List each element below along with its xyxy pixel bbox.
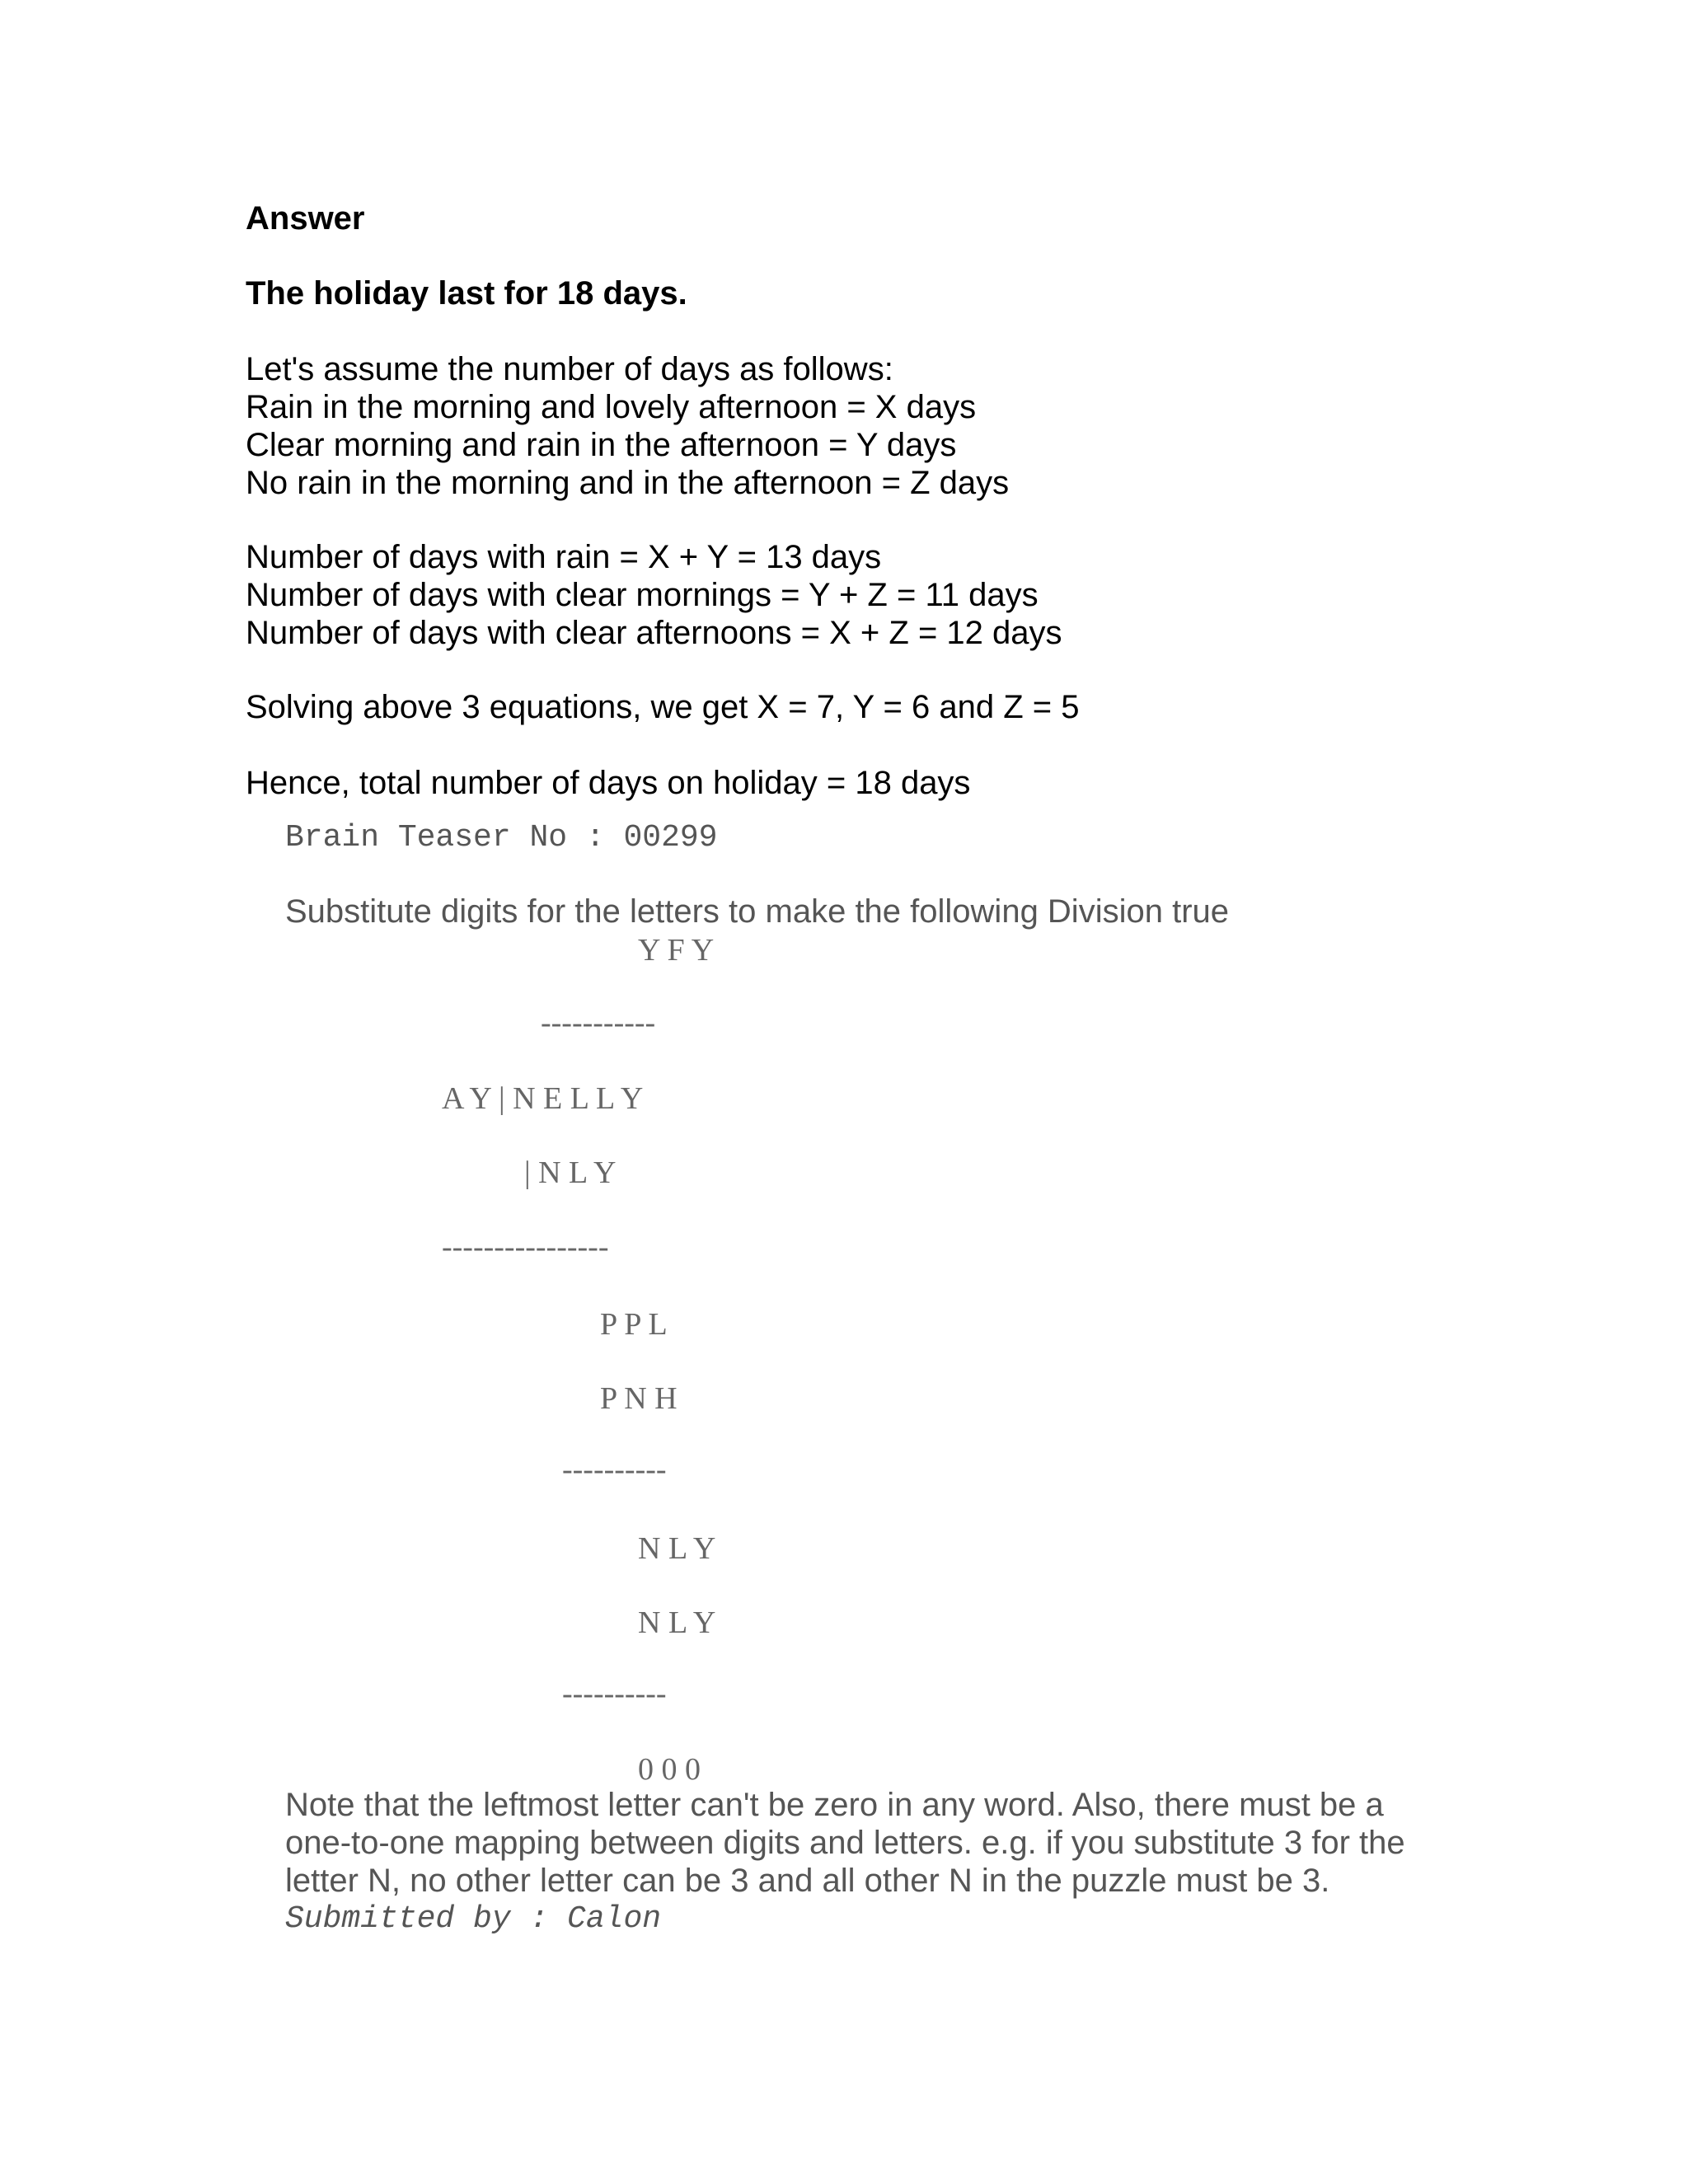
division-rule: ---------- xyxy=(562,1452,667,1487)
division-rule: ---------------- xyxy=(442,1230,609,1264)
answer-heading: Answer xyxy=(246,200,365,237)
assumption-line: Clear morning and rain in the afternoon = Y days xyxy=(246,427,957,463)
conclusion-line: Hence, total number of days on holiday = 18 days xyxy=(246,765,971,801)
teaser-instruction: Substitute digits for the letters to make the following Division true xyxy=(285,893,1229,930)
division-dividend: A Y | N E L L Y xyxy=(442,1081,644,1116)
note-line: letter N, no other letter can be 3 and all other N in the puzzle must be 3. xyxy=(285,1863,1330,1899)
assumption-line: No rain in the morning and in the afternoon = Z days xyxy=(246,465,1010,501)
equation-line: Number of days with clear afternoons = X + Z = 12 days xyxy=(246,615,1062,651)
division-step: N L Y xyxy=(638,1531,716,1566)
answer-result: The holiday last for 18 days. xyxy=(246,275,687,312)
division-step: P N H xyxy=(600,1381,678,1416)
equation-line: Number of days with rain = X + Y = 13 days xyxy=(246,539,882,575)
submitted-by: Submitted by : Calon xyxy=(285,1901,662,1937)
equation-line: Number of days with clear mornings = Y + Z = 11 days xyxy=(246,577,1039,613)
teaser-number: Brain Teaser No : 00299 xyxy=(285,820,718,855)
division-rule: ----------- xyxy=(541,1005,656,1040)
division-step: | N L Y xyxy=(524,1155,617,1190)
division-rule: ---------- xyxy=(562,1676,667,1711)
assumption-line: Rain in the morning and lovely afternoon = X days xyxy=(246,389,977,425)
division-step: N L Y xyxy=(638,1605,716,1640)
division-step: P P L xyxy=(600,1307,668,1342)
note-line: one-to-one mapping between digits and letters. e.g. if you substitute 3 for the xyxy=(285,1825,1405,1861)
note-line: Note that the leftmost letter can't be zero in any word. Also, there must be a xyxy=(285,1787,1384,1823)
division-remainder: 0 0 0 xyxy=(638,1752,701,1787)
assume-intro: Let's assume the number of days as follows: xyxy=(246,351,893,387)
solving-line: Solving above 3 equations, we get X = 7, Y = 6 and Z = 5 xyxy=(246,689,1080,725)
division-quotient: Y F Y xyxy=(638,933,715,968)
